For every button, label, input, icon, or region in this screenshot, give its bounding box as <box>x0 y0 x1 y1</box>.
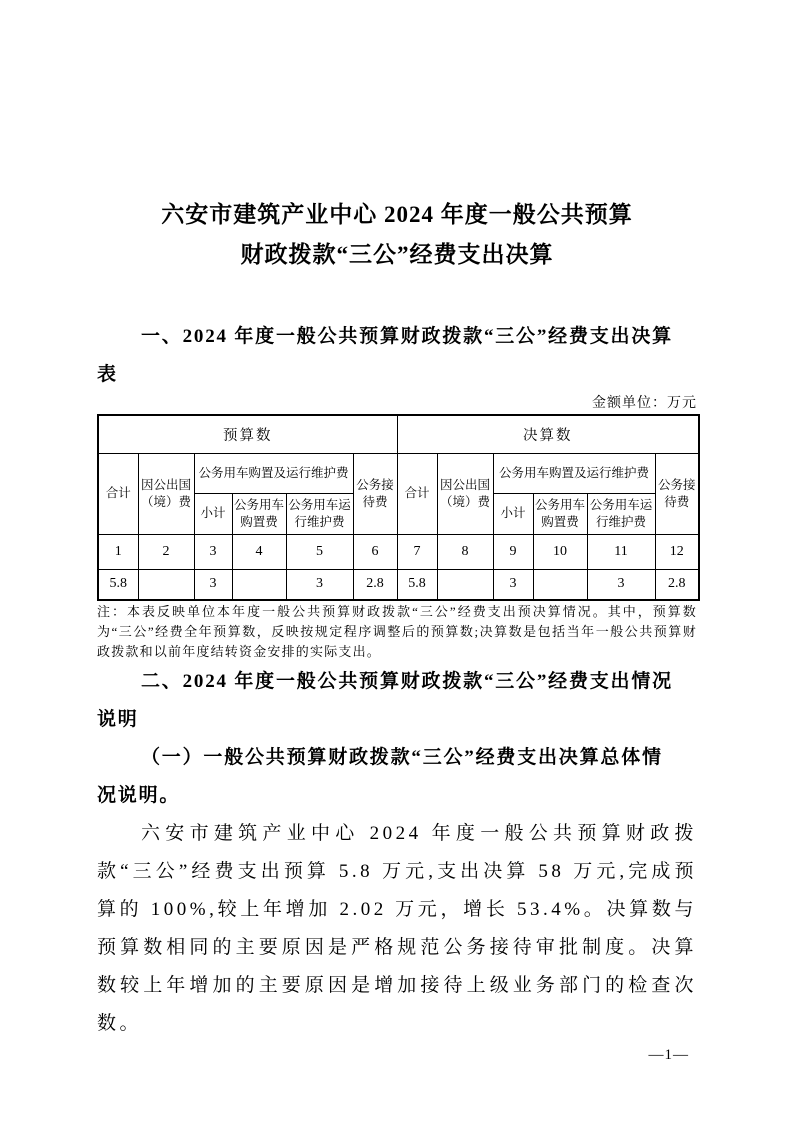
table-value-cell <box>437 569 493 600</box>
final-group-header: 决算数 <box>397 415 699 453</box>
budget-total-header: 合计 <box>98 453 138 534</box>
section2-heading-line1: 二、2024 年度一般公共预算财政拨款“三公”经费支出情况 <box>141 671 673 692</box>
budget-group-header: 预算数 <box>98 415 397 453</box>
final-abroad-header: 因公出国（境）费 <box>437 453 493 534</box>
table-value-cell: 3 <box>493 569 533 600</box>
final-reception-header: 公务接待费 <box>655 453 699 534</box>
section1-heading-line1: 一、2024 年度一般公共预算财政拨款“三公”经费支出决算 <box>141 326 673 347</box>
column-number-cell: 4 <box>232 534 286 569</box>
overview-paragraph: 六安市建筑产业中心 2024 年度一般公共预算财政拨款“三公”经费支出预算 5.8 万元,支出决算 58 万元,完成预算的 100%,较上年增加 2.02 万元，增长 53.4%。决算数与预算数相同的主要原因是严格规范公务接待审批制度。决算数较上年增加的主要原因是增加接待上级业务部门的检查次数。 <box>97 823 697 1034</box>
section2-sub1-heading-line1: （一）一般公共预算财政拨款“三公”经费支出决算总体情 <box>141 747 663 768</box>
page-number: —1— <box>648 1047 689 1063</box>
table-value-cell: 2.8 <box>655 569 699 600</box>
column-number-cell: 11 <box>587 534 655 569</box>
sangong-expense-table <box>97 414 700 601</box>
section2-heading <box>97 663 697 739</box>
amount-unit-label: 金额单位：万元 <box>592 396 697 411</box>
table-header-row <box>98 453 699 493</box>
table-value-cell <box>533 569 587 600</box>
document-title-line1: 六安市建筑产业中心 2024 年度一般公共预算 <box>161 202 633 227</box>
table-value-cell: 3 <box>194 569 232 600</box>
column-number-cell: 9 <box>493 534 533 569</box>
section2-sub1-heading-line2: 况说明。 <box>97 785 181 806</box>
final-vehicle-maintenance-header: 公务用车运行维护费 <box>587 493 655 534</box>
column-number-cell: 2 <box>138 534 194 569</box>
table-value-cell <box>232 569 286 600</box>
table-value-row <box>98 569 699 600</box>
column-number-cell: 5 <box>286 534 353 569</box>
budget-vehicle-purchase-header: 公务用车购置费 <box>232 493 286 534</box>
column-number-row <box>98 534 699 569</box>
section2-heading-line2: 说明 <box>97 709 139 730</box>
budget-vehicle-group-header: 公务用车购置及运行维护费 <box>194 453 353 493</box>
table-value-cell <box>138 569 194 600</box>
budget-vehicle-maintenance-header: 公务用车运行维护费 <box>286 493 353 534</box>
budget-reception-header: 公务接待费 <box>353 453 397 534</box>
column-number-cell: 3 <box>194 534 232 569</box>
column-number-cell: 1 <box>98 534 138 569</box>
budget-vehicle-subtotal-header: 小计 <box>194 493 232 534</box>
final-vehicle-subtotal-header: 小计 <box>493 493 533 534</box>
section1-heading <box>97 318 697 394</box>
column-number-cell: 6 <box>353 534 397 569</box>
table-note: 注：本表反映单位本年度一般公共预算财政拨款“三公”经费支出预决算情况。其中，预算数为“三公”经费全年预算数，反映按规定程序调整后的预算数;决算数是包括当年一般公共预算财政拨款和以前年度结转资金安排的实际支出。 <box>97 604 697 659</box>
document-title <box>97 195 697 275</box>
final-vehicle-group-header: 公务用车购置及运行维护费 <box>493 453 655 493</box>
table-group-header-row <box>98 415 699 453</box>
table-value-cell: 2.8 <box>353 569 397 600</box>
column-number-cell: 12 <box>655 534 699 569</box>
table-value-cell: 3 <box>587 569 655 600</box>
final-vehicle-purchase-header: 公务用车购置费 <box>533 493 587 534</box>
budget-abroad-header: 因公出国（境）费 <box>138 453 194 534</box>
section2-sub1-heading <box>97 739 697 815</box>
table-value-cell: 5.8 <box>98 569 138 600</box>
table-value-cell: 3 <box>286 569 353 600</box>
column-number-cell: 7 <box>397 534 437 569</box>
column-number-cell: 8 <box>437 534 493 569</box>
document-title-line2: 财政拨款“三公”经费支出决算 <box>240 242 554 267</box>
final-total-header: 合计 <box>397 453 437 534</box>
column-number-cell: 10 <box>533 534 587 569</box>
table-value-cell: 5.8 <box>397 569 437 600</box>
section1-heading-line2: 表 <box>97 364 118 385</box>
